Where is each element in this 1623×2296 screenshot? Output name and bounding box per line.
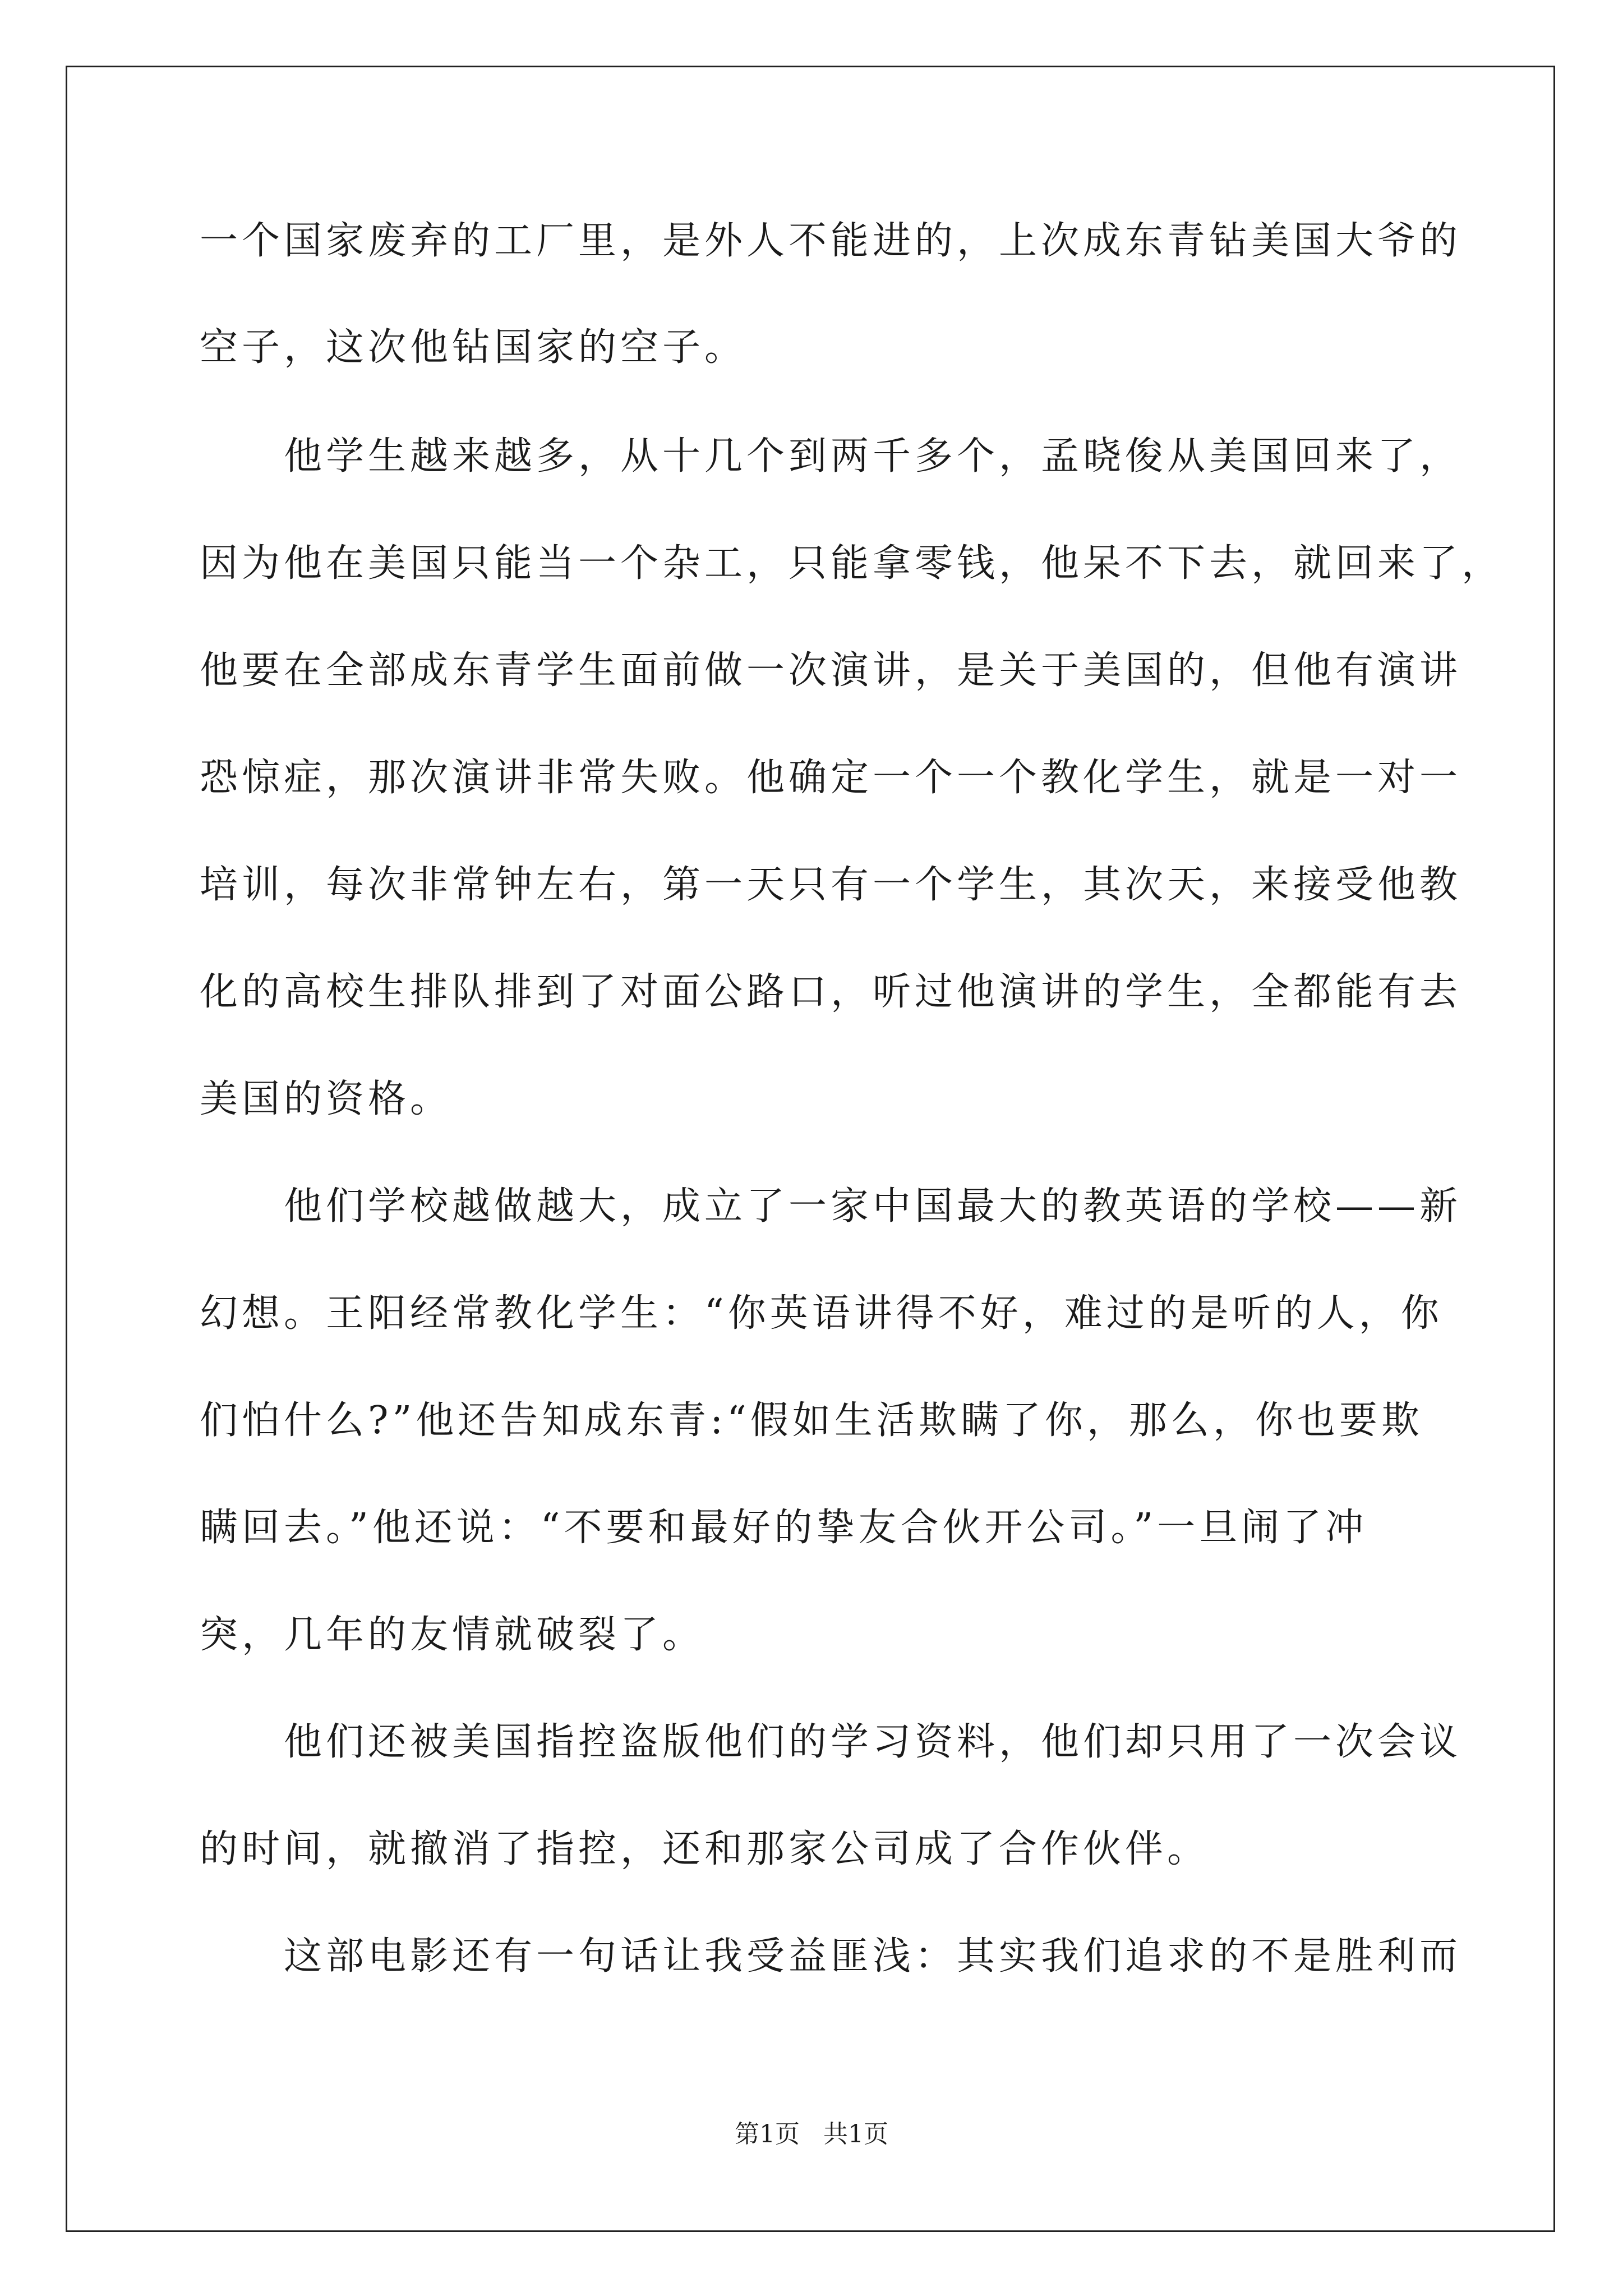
text-line: 他学生越来越多，从十几个到两千多个，孟晓俊从美国回来了，	[200, 434, 1462, 478]
page-number-current: 第1页	[735, 2120, 800, 2148]
text-line: 因为他在美国只能当一个杂工，只能拿零钱，他呆不下去，就回来了，	[200, 541, 1504, 586]
page-footer	[0, 2118, 1623, 2151]
text-line: 他们还被美国指控盗版他们的学习资料，他们却只用了一次会议	[200, 1720, 1462, 1764]
text-line: 的时间，就撤消了指控，还和那家公司成了合作伙伴。	[200, 1827, 1210, 1871]
text-line: 美国的资格。	[200, 1077, 453, 1121]
text-line: 他们学校越做越大，成立了一家中国最大的教英语的学校——新	[200, 1184, 1462, 1228]
text-line: 幻想。王阳经常教化学生：“你英语讲得不好，难过的是听的人，你	[200, 1291, 1443, 1336]
text-line: 恐惊症，那次演讲非常失败。他确定一个一个教化学生，就是一对一	[200, 756, 1462, 800]
text-line: 空子，这次他钻国家的空子。	[200, 325, 747, 370]
text-line: 们怕什么?”他还告知成东青:“假如生活欺瞒了你，那么，你也要欺	[200, 1398, 1423, 1443]
text-line: 这部电影还有一句话让我受益匪浅：其实我们追求的不是胜利而	[200, 1934, 1462, 1978]
page-number-total: 共1页	[823, 2120, 888, 2148]
text-line: 他要在全部成东青学生面前做一次演讲，是关于美国的，但他有演讲	[200, 648, 1462, 693]
text-line: 突，几年的友情就破裂了。	[200, 1613, 705, 1657]
text-line: 培训，每次非常钟左右，第一天只有一个学生，其次天，来接受他教	[200, 863, 1462, 907]
text-line: 瞒回去。”他还说：“不要和最好的挚友合伙开公司。”一旦闹了冲	[200, 1506, 1368, 1550]
page-border	[66, 66, 1555, 2232]
text-line: 化的高校生排队排到了对面公路口，听过他演讲的学生，全都能有去	[200, 970, 1462, 1014]
footer-separator	[800, 2120, 823, 2148]
text-line: 一个国家废弃的工厂里，是外人不能进的，上次成东青钻美国大爷的	[200, 219, 1462, 263]
